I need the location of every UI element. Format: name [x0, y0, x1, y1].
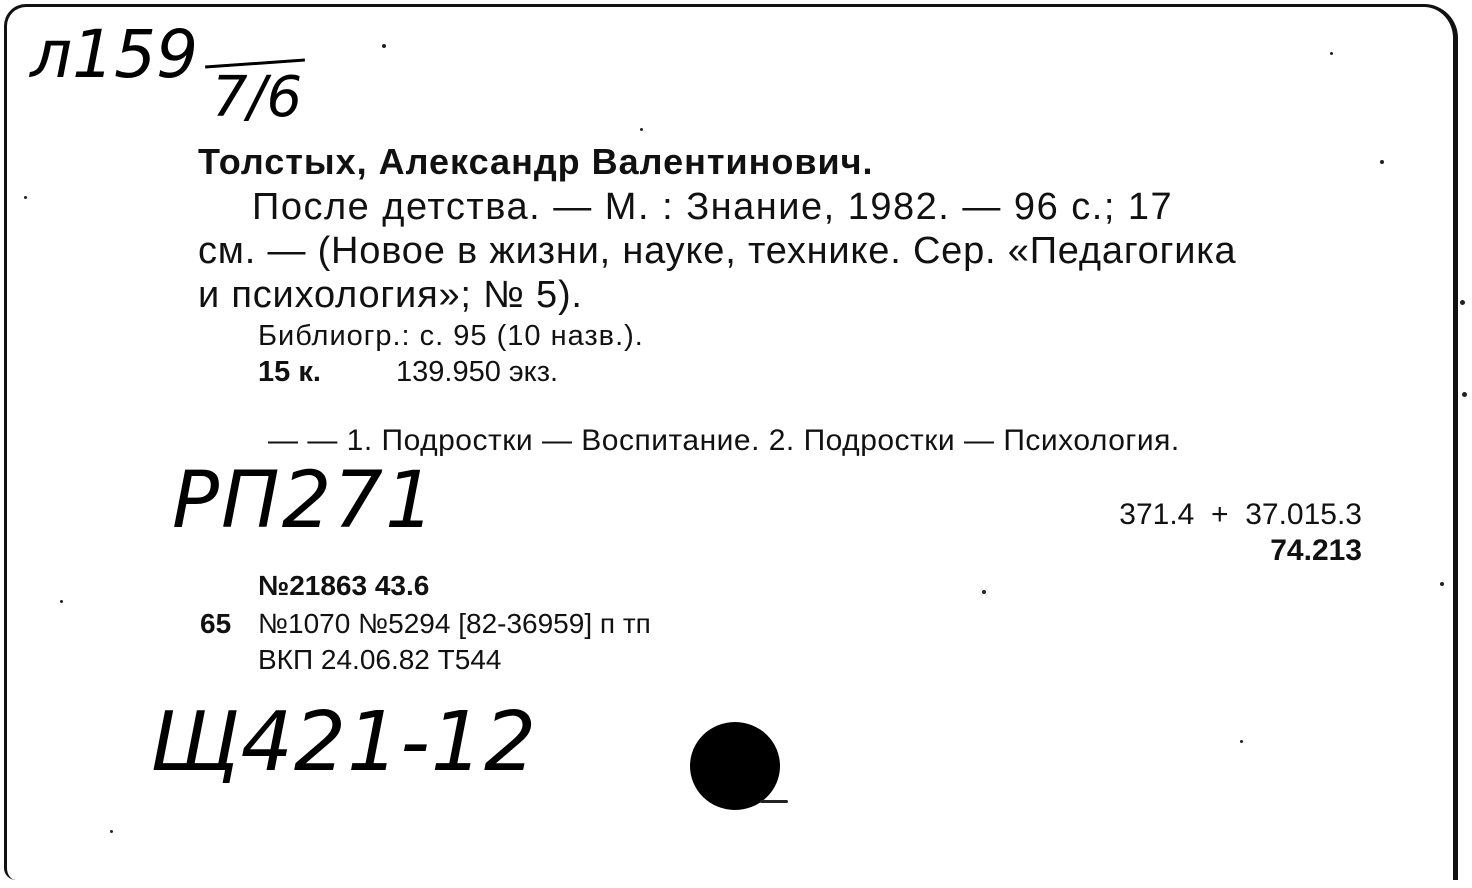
scan-speck: [382, 44, 386, 48]
handwritten-fraction: 7/6: [212, 65, 303, 130]
scan-speck: [982, 590, 986, 594]
classification-line-1: 371.4 + 37.015.3: [1119, 498, 1362, 531]
print-run: 139.950 экз.: [396, 356, 559, 388]
scan-speck: [1460, 300, 1465, 305]
scan-speck: [24, 196, 27, 199]
stamp-line-2-prefix: 65: [200, 608, 232, 639]
scan-speck: [60, 600, 63, 603]
bibliography-note: Библиогр.: с. 95 (10 назв.).: [258, 320, 644, 352]
description-line-1: После детства. — М. : Знание, 1982. — 96 с.; 17: [252, 186, 1174, 228]
scan-speck: [760, 800, 788, 803]
price: 15 к.: [258, 356, 321, 388]
description-line-3: и психология»; № 5).: [198, 274, 583, 316]
author-heading: Толстых, Александр Валентинович.: [198, 141, 874, 182]
stamp-line-1: №21863 43.6: [258, 570, 430, 601]
stamp-line-3: ВКП 24.06.82 Т544: [258, 644, 502, 675]
scan-speck: [1240, 740, 1243, 743]
handwritten-bottom-code: Щ421-12: [150, 695, 538, 790]
scan-speck: [1380, 160, 1384, 164]
scan-speck: [1330, 52, 1333, 55]
handwritten-shelf-code: РП271: [172, 456, 437, 546]
handwritten-top-number: л159: [30, 16, 199, 93]
classification-line-2: 74.213: [1270, 534, 1362, 567]
punched-hole: [690, 722, 780, 810]
stamp-line-2: №1070 №5294 [82-36959] п тп: [258, 608, 651, 639]
scan-speck: [1440, 582, 1444, 586]
scan-speck: [640, 128, 643, 131]
scan-speck: [110, 830, 113, 833]
description-line-2: см. — (Новое в жизни, науке, технике. Сер. «Педагогика: [198, 230, 1237, 272]
scan-speck: [1462, 392, 1467, 397]
subject-headings: — — 1. Подростки — Воспитание. 2. Подростки — Психология.: [268, 424, 1180, 457]
